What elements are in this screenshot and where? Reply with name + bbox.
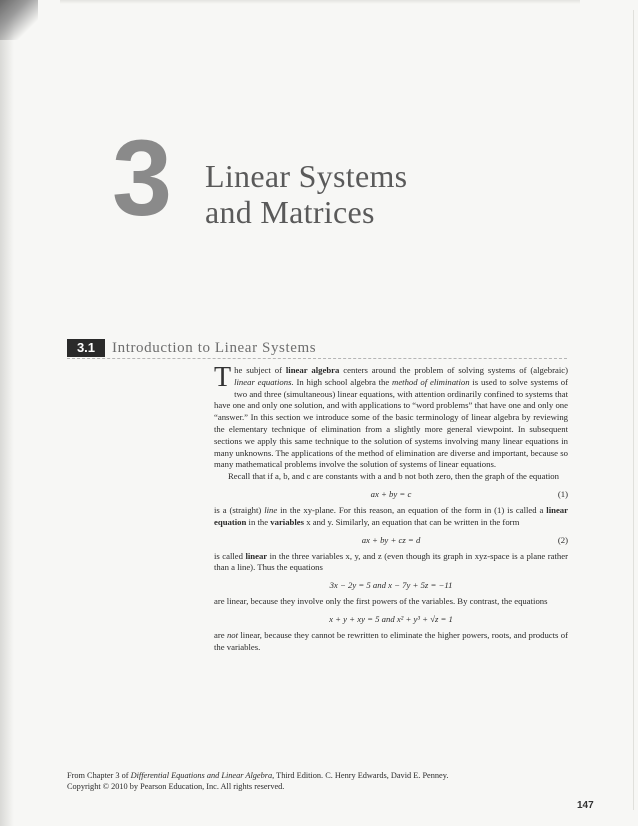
- term-linear-equation: linear equation: [214, 504, 568, 527]
- scan-edge-right: [633, 10, 634, 810]
- paragraph-linear-equation: is a (straight) line in the xy-plane. For this reason, an equation of the form in (1) is called a linear equation in the variables x and y. Similarly, an equation that can be written in the form: [214, 504, 568, 527]
- drop-cap: T: [214, 362, 232, 393]
- page-number: 147: [577, 800, 594, 811]
- equation-linear-examples-body: 3x − 2y = 5 and x − 7y + 5z = −11: [329, 580, 453, 591]
- scan-shadow-left: [0, 0, 14, 826]
- paragraph-intro: The subject of linear algebra centers around the problem of solving systems of (algebraic) linear equations. In high school algebra the method of elimination is used to solve systems of two and three (simultaneous) linear equations, with attention ordinarily confined to systems that have one and only one solution, and with applications to “word problems” that have one and only one “answer.” In this section we introduce some of the basic terminology of linear algebra by reviewing the elementary technique of elimination from a slightly more general viewpoint. In subsequent sections we apply this same technique to the solution of systems involving many linear equations in many unknowns. The applications of the method of elimination are diverse and important, because so many mathematical problems involve the solution of systems of linear equations.: [214, 362, 569, 470]
- book-title: Differential Equations and Linear Algebra: [130, 771, 273, 780]
- equation-1-number: (1): [557, 488, 568, 499]
- paragraph-recall: Recall that if a, b, and c are constants with a and b not both zero, then the graph of the equation: [228, 471, 559, 482]
- paragraph-contrast: are linear, because they involve only the first powers of the variables. By contrast, the equations: [214, 596, 548, 607]
- scan-shadow-corner: [0, 0, 38, 40]
- section-header: [67, 338, 567, 359]
- term-linear: linear: [245, 550, 268, 561]
- equation-2-number: (2): [557, 534, 568, 545]
- scan-shadow-top: [60, 0, 580, 4]
- equation-1: [214, 487, 568, 503]
- footer-copyright-line: Copyright © 2010 by Pearson Education, Inc. All rights reserved.: [67, 782, 285, 791]
- chapter-number: 3: [112, 117, 171, 238]
- equation-2: [214, 533, 568, 549]
- term-linear-equations: linear equations.: [234, 376, 294, 387]
- footer-source-line: From Chapter 3 of Differential Equations and Linear Algebra, Third Edition. C. Henry Edwards, David E. Penney.: [67, 771, 449, 780]
- term-variables: variables: [270, 516, 305, 527]
- section-title: Introduction to Linear Systems: [112, 340, 317, 356]
- source-footer: [67, 770, 567, 792]
- equation-linear-examples: [214, 578, 568, 594]
- chapter-title-line-2: and Matrices: [205, 194, 375, 230]
- paragraph-three-variables: is called linear in the three variables x, y, and z (even though its graph in xyz-space is a plane rather than a line). Thus the equations: [214, 550, 568, 573]
- paragraph-not-linear: are not linear, because they cannot be rewritten to eliminate the higher powers, roots, and products of the variables.: [214, 629, 568, 652]
- body-text: [214, 362, 569, 654]
- section-number-badge: 3.1: [67, 339, 105, 357]
- equation-2-body: ax + by + cz = d: [361, 534, 421, 545]
- equation-nonlinear-examples: [214, 612, 568, 628]
- chapter-title: [205, 158, 525, 230]
- equation-1-body: ax + by = c: [370, 488, 412, 499]
- term-method-of-elimination: method of elimination: [392, 376, 470, 387]
- chapter-title-line-1: Linear Systems: [205, 158, 408, 194]
- equation-nonlinear-examples-body: x + y + xy = 5 and x² + y³ + √z = 1: [329, 613, 453, 624]
- term-linear-algebra: linear algebra: [285, 365, 340, 375]
